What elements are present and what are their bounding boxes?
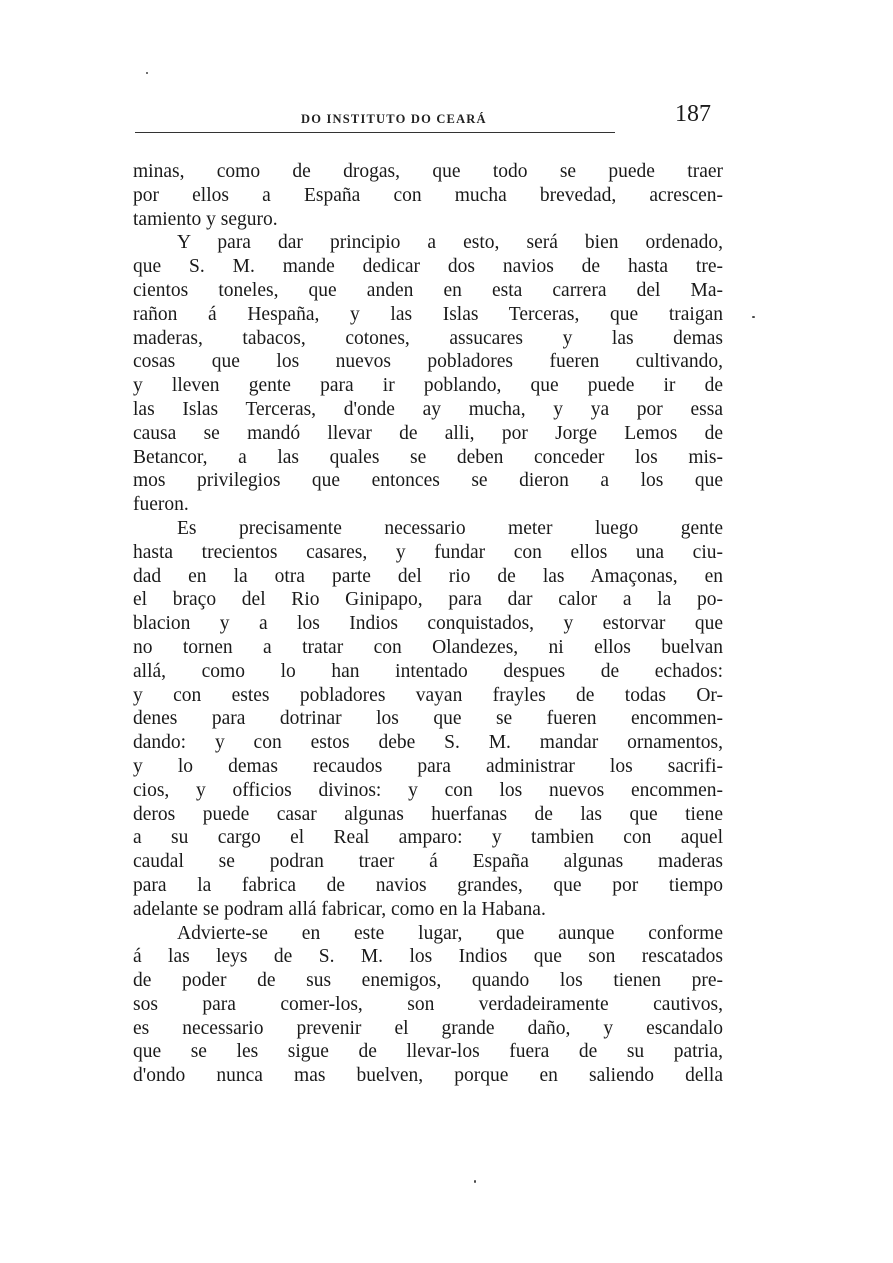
text-line: que se les sigue de llevar-los fuera de su patria, xyxy=(133,1041,723,1063)
running-title: DO INSTITUTO DO CEARÁ xyxy=(301,112,487,126)
text-line: causa se mandó llevar de alli, por Jorge Lemos de xyxy=(133,422,723,444)
paragraph-start-line: Y para dar principio a esto, será bien ordenado, xyxy=(177,232,723,254)
paragraph-start-line: Advierte-se en este lugar, que aunque conforme xyxy=(177,922,723,944)
running-header xyxy=(135,103,715,135)
text-line: adelante se podram allá fabricar, como en la Habana. xyxy=(133,898,546,920)
text-line: denes para dotrinar los que se fueren encommen- xyxy=(133,708,723,730)
text-line: no tornen a tratar con Olandezes, ni ellos buelvan xyxy=(133,636,723,658)
paragraph-start-line: Es precisamente necessario meter luego gente xyxy=(177,517,723,539)
text-line: maderas, tabacos, cotones, assucares y las demas xyxy=(133,327,723,349)
text-line: mos privilegios que entonces se dieron a los que xyxy=(133,470,723,492)
text-line: deros puede casar algunas huerfanas de las que tiene xyxy=(133,803,723,825)
text-line: hasta trecientos casares, y fundar con ellos una ciu- xyxy=(133,541,723,563)
body-text xyxy=(133,160,723,1088)
text-line: fueron. xyxy=(133,494,189,516)
text-line: d'ondo nunca mas buelven, porque en saliendo della xyxy=(133,1065,723,1087)
text-line: que S. M. mande dedicar dos navios de hasta tre- xyxy=(133,256,723,278)
text-line: las Islas Terceras, d'onde ay mucha, y ya por essa xyxy=(133,398,723,420)
text-line: allá, como lo han intentado despues de echados: xyxy=(133,660,723,682)
text-line: tamiento y seguro. xyxy=(133,208,278,230)
text-line: para la fabrica de navios grandes, que por tiempo xyxy=(133,874,723,896)
text-line: y lo demas recaudos para administrar los sacrifi- xyxy=(133,755,723,777)
text-line: rañon á Hespaña, y las Islas Terceras, que traigan xyxy=(133,303,723,325)
text-line: blacion y a los Indios conquistados, y estorvar que xyxy=(133,613,723,635)
header-rule xyxy=(135,132,615,133)
text-line: sos para comer-los, son verdadeiramente cautivos, xyxy=(133,993,723,1015)
text-line: por ellos a España con mucha brevedad, acrescen- xyxy=(133,184,723,206)
text-line: caudal se podran traer á España algunas maderas xyxy=(133,851,723,873)
text-line: y lleven gente para ir poblando, que puede ir de xyxy=(133,375,723,397)
text-line: es necessario prevenir el grande daño, y escandalo xyxy=(133,1017,723,1039)
page-number: 187 xyxy=(675,101,711,127)
text-line: cosas que los nuevos pobladores fueren cultivando, xyxy=(133,351,723,373)
text-line: de poder de sus enemigos, quando los tienen pre- xyxy=(133,970,723,992)
text-line: minas, como de drogas, que todo se puede traer xyxy=(133,161,723,182)
text-line: cientos toneles, que anden en esta carrera del Ma- xyxy=(133,279,723,301)
text-line: cios, y officios divinos: y con los nuevos encommen- xyxy=(133,779,723,801)
print-speck xyxy=(146,72,148,74)
text-line: dad en la otra parte del rio de las Amaçonas, en xyxy=(133,565,723,587)
text-line: Betancor, a las quales se deben conceder los mis- xyxy=(133,446,723,468)
text-line: el braço del Rio Ginipapo, para dar calor a la po- xyxy=(133,589,723,611)
print-speck xyxy=(752,316,755,318)
text-line: dando: y con estos debe S. M. mandar ornamentos, xyxy=(133,732,723,754)
text-line: y con estes pobladores vayan frayles de todas Or- xyxy=(133,684,723,706)
text-line: á las leys de S. M. los Indios que son rescatados xyxy=(133,946,723,968)
text-line: a su cargo el Real amparo: y tambien con aquel xyxy=(133,827,723,849)
print-speck xyxy=(474,1180,476,1183)
